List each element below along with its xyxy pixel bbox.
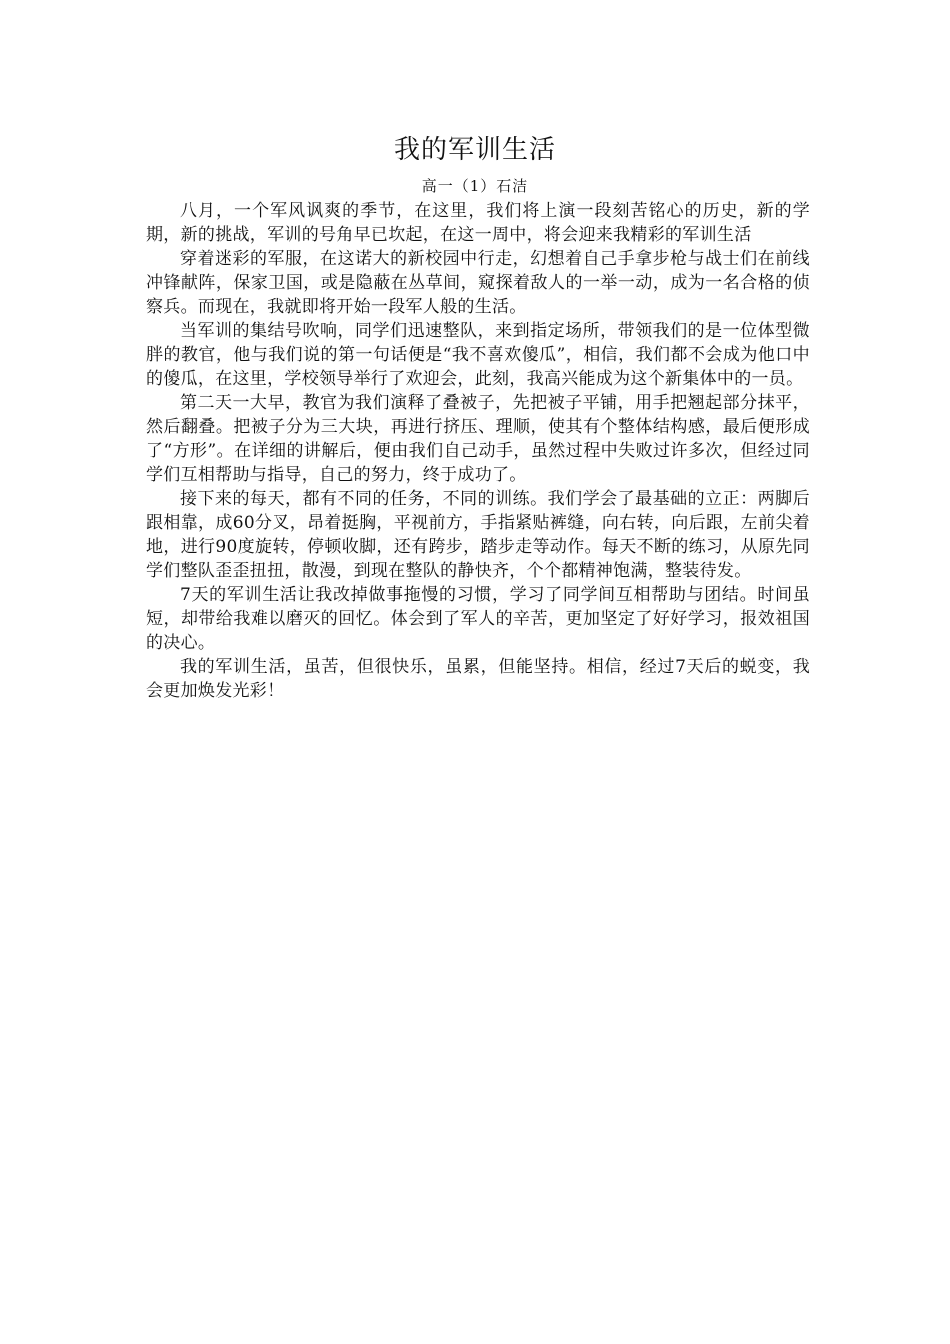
document-title: 我的军训生活 [393,135,556,165]
paragraph: 第二天一大早，教官为我们演释了叠被子，先把被子平铺，用手把翘起部分抹平，然后翻叠。把被子分为三大块，再进行挤压、理顺，使其有个整体结构感，最后便形成了“方形”。在详细的讲解后，便由我们自己动手，虽然过程中失败过许多次，但经过同学们互相帮助与指导，自己的努力，终于成功了。 [146,393,810,485]
paragraph: 穿着迷彩的军服，在这诺大的新校园中行走，幻想着自己手拿步枪与战士们在前线冲锋献阵，保家卫国，或是隐蔽在丛草间，窥探着敌人的一举一动，成为一名合格的侦察兵。而现在，我就即将开始一段军人般的生活。 [146,249,810,317]
paragraph: 当军训的集结号吹响，同学们迅速整队，来到指定场所，带领我们的是一位体型微胖的教官，他与我们说的第一句话便是“我不喜欢傻瓜”，相信，我们都不会成为他口中的傻瓜，在这里，学校领导举行了欢迎会，此刻，我高兴能成为这个新集体中的一员。 [146,321,810,389]
paragraph: 八月，一个军风讽爽的季节，在这里，我们将上演一段刻苦铭心的历史，新的学期，新的挑战，军训的号角早已坎起，在这一周中，将会迎来我精彩的军训生活 [146,201,810,245]
author-byline: 高一（1）石洁 [421,177,529,195]
paragraph: 我的军训生活，虽苦，但很快乐，虽累，但能坚持。相信，经过7天后的蜕变，我会更加焕发光彩！ [146,657,810,701]
paragraph: 7天的军训生活让我改掉做事拖慢的习惯，学习了同学间互相帮助与团结。时间虽短，却带给我难以磨灭的回忆。体会到了军人的辛苦，更加坚定了好好学习，报效祖国的决心。 [146,585,810,653]
paragraph: 接下来的每天，都有不同的任务，不同的训练。我们学会了最基础的立正：两脚后跟相靠，成60分叉，昂着挺胸，平视前方，手指紧贴裤缝，向右转，向后跟，左前尖着地，进行90度旋转，停顿收脚，还有跨步，踏步走等动作。每天不断的练习，从原先同学们整队歪歪扭扭，散漫，到现在整队的静快齐，个个都精神饱满，整装待发。 [146,489,810,581]
essay-body [146,199,810,703]
